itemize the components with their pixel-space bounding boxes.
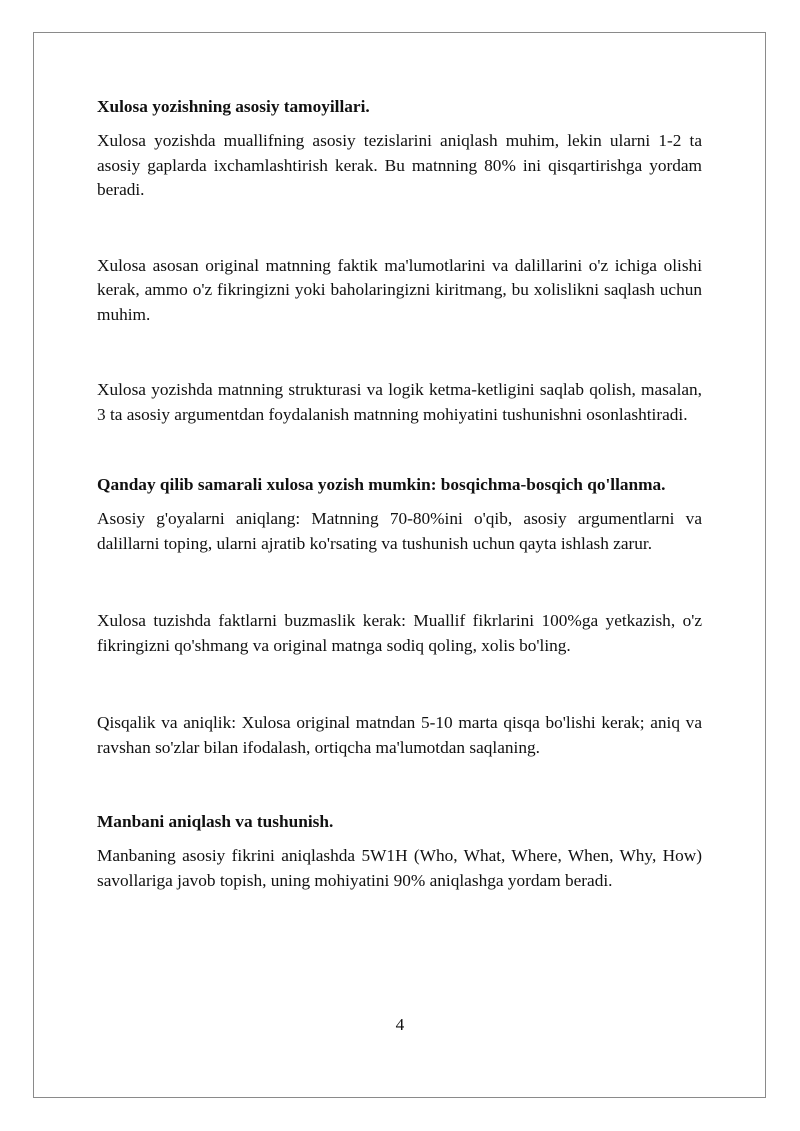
paragraph: Manbaning asosiy fikrini aniqlashda 5W1H (Who, What, Where, When, Why, How) savollariga javob topish, uning mohiyatini 90% aniqlashga yordam beradi.	[97, 846, 702, 890]
paragraph: Qisqalik va aniqlik: Xulosa original matndan 5-10 marta qisqa bo'lishi kerak; aniq va ravshan so'zlar bilan ifodalash, ortiqcha ma'lumotdan saqlaning.	[97, 713, 702, 757]
paragraph: Xulosa asosan original matnning faktik ma'lumotlarini va dalillarini o'z ichiga olishi kerak, ammo o'z fikringizni yoki baholaringizni kiritmang, bu xolislikni saqlash uchun muhim.	[97, 255, 702, 324]
page-number: 4	[395, 1015, 405, 1034]
paragraph: Xulosa yozishda matnning strukturasi va logik ketma-ketligini saqlab qolish, masalan, 3 ta asosiy argumentdan foydalanish matnning mohiyatini tushunishni osonlashtiradi.	[97, 380, 702, 424]
paragraph: Asosiy g'oyalarni aniqlang: Matnning 70-80%ini o'qib, asosiy argumentlarni va dalillarni toping, ularni ajratib ko'rsating va tushunish uchun qayta ishlash zarur.	[97, 509, 702, 553]
section-heading: Qanday qilib samarali xulosa yozish mumkin: bosqichma-bosqich qo'llanma.	[97, 475, 666, 494]
section-heading: Manbani aniqlash va tushunish.	[97, 812, 334, 831]
paragraph: Xulosa yozishda muallifning asosiy tezislarini aniqlash muhim, lekin ularni 1-2 ta asosiy gaplarda ixchamlashtirish kerak. Bu matnning 80% ini qisqartirishga yordam beradi.	[97, 131, 702, 199]
section-heading: Xulosa yozishning asosiy tamoyillari.	[97, 97, 370, 116]
paragraph: Xulosa tuzishda faktlarni buzmaslik kerak: Muallif fikrlarini 100%ga yetkazish, o'z fikringizni qo'shmang va original matnga sodiq qoling, xolis bo'ling.	[97, 611, 702, 655]
document-body	[97, 91, 702, 893]
